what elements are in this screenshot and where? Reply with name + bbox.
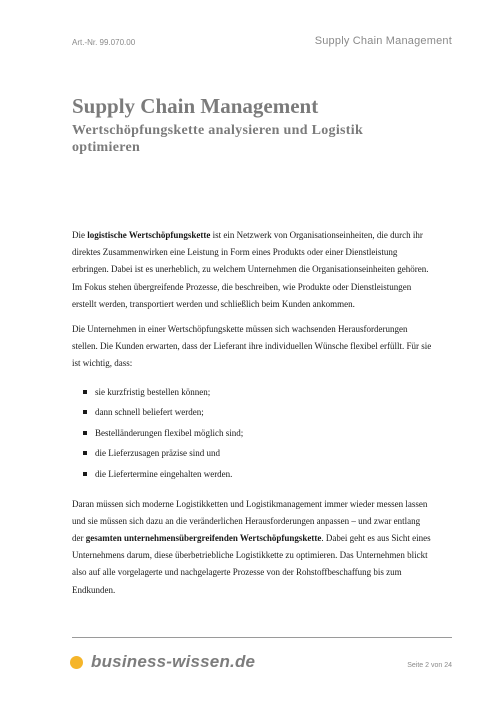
logo-text: business-wissen.de (91, 652, 256, 671)
paragraph-3-post: . Dabei geht es aus Sicht eines Unternehmens darum, diese überbetriebliche Logistikkette zu optimieren. Das Unternehmen blickt also auf alle vorgelagerte und nachgelagerte Prozesse von der Rohstoffbeschaffung bis zum Endkunden. (72, 533, 431, 595)
bullet-icon (83, 390, 87, 394)
requirements-list (72, 382, 432, 485)
header-title: Supply Chain Management (314, 35, 452, 47)
list-item (83, 423, 432, 444)
list-item (83, 443, 432, 464)
list-item-text: sie kurzfristig bestellen können; (95, 386, 211, 397)
list-item (83, 382, 432, 403)
paragraph-3-emphasis: gesamten unternehmensübergreifenden Wertschöpfungskette (85, 533, 322, 543)
document-body (72, 227, 432, 607)
paragraph-1-post: ist ein Netzwerk von Organisationseinheiten, die durch ihr direktes Zusammenwirken eine Leistung in Form eines Produkts oder einer Dienstleistung erbringen. Dabei ist es unerheblich, zu welchem Unternehmen die Organisationseinheiten gehören. Im Fokus stehen übergreifende Prozesse, die beschreiben, wie Produkte oder Dienstleistungen erstellt werden, transportiert werden und schließlich beim Kunden ankommen. (72, 230, 429, 309)
document-subtitle: Wertschöpfungskette analysieren und Logistik optimieren (72, 123, 364, 155)
article-number: Art.-Nr. 99.070.00 (72, 38, 136, 47)
list-item (83, 464, 432, 485)
list-item-text: dann schnell beliefert werden; (95, 407, 204, 418)
list-item-text: die Liefertermine eingehalten werden. (95, 469, 233, 479)
footer-divider (72, 637, 452, 638)
bullet-icon (83, 431, 87, 435)
list-item-text: Bestelländerungen flexibel möglich sind; (95, 427, 244, 438)
paragraph-3-pre: Daran müssen sich moderne Logistikketten und Logistikmanagement immer wieder messen lassen und sie müssen sich dazu an die veränderlichen Herausforderungen anpassen – und zwar entlang der (72, 498, 428, 543)
bullet-icon (83, 472, 87, 476)
list-item (83, 402, 432, 423)
page-number: Seite 2 von 24 (407, 662, 452, 669)
document-title: Supply Chain Management (72, 94, 319, 118)
bullet-icon (83, 410, 87, 414)
logo-dot-icon (70, 656, 83, 669)
bullet-icon (83, 451, 87, 455)
paragraph-2: Die Unternehmen in einer Wertschöpfungskette müssen sich wachsenden Herausforderungen stellen. Die Kunden erwarten, dass der Lieferant ihre individuellen Wünsche flexibel erfüllt. Für sie ist wichtig, dass: (72, 324, 432, 369)
footer-logo (70, 652, 255, 672)
paragraph-1-emphasis: logistische Wertschöpfungskette (87, 230, 211, 240)
list-item-text: die Lieferzusagen präzise sind und (95, 448, 220, 459)
paragraph-1-pre: Die (72, 230, 88, 240)
paragraph-1 (72, 227, 432, 313)
paragraph-3 (72, 496, 432, 599)
